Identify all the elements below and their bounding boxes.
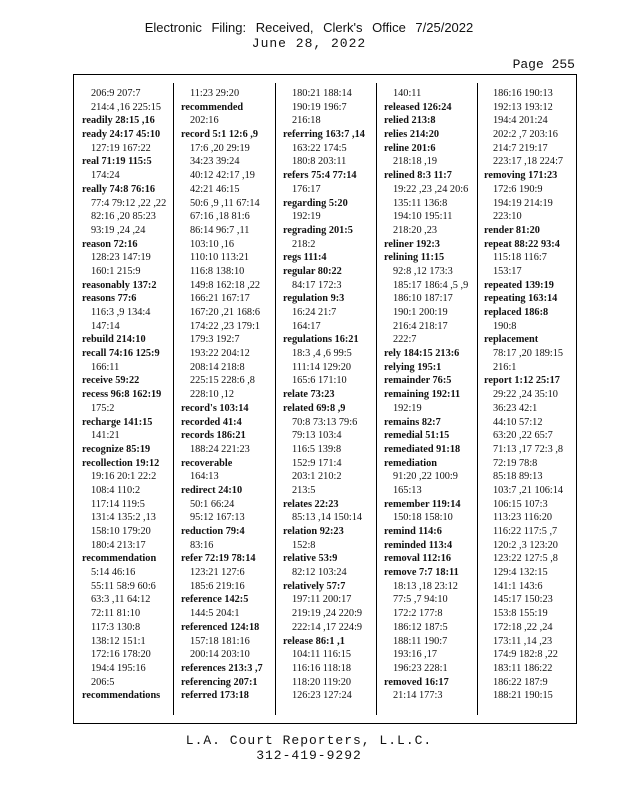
index-page-references: 144:5 204:1 <box>190 608 240 620</box>
index-page-references: 222:14 ,17 224:9 <box>292 621 363 633</box>
index-page-references: 116:5 139:8 <box>292 443 342 455</box>
index-page-references: 179:3 192:7 <box>190 334 240 346</box>
index-headword-entry: relative 53:9 <box>283 553 338 565</box>
index-page-references: 71:13 ,17 72:3 ,8 <box>493 443 564 455</box>
index-page-references: 117:3 130:8 <box>91 621 141 633</box>
index-page-references: 85:18 89:13 <box>493 471 543 483</box>
index-page-references: 223:10 <box>493 211 522 223</box>
index-headword-entry: regarding 5:20 <box>283 197 348 209</box>
index-page-references: 190:8 <box>493 320 517 332</box>
index-headword-entry: referring 163:7 ,14 <box>283 129 365 141</box>
index-page-references: 185:6 219:16 <box>190 580 245 592</box>
index-page-references: 188:24 221:23 <box>190 443 250 455</box>
index-page-references: 145:17 150:23 <box>493 594 553 606</box>
index-headword-entry: related 69:8 ,9 <box>283 402 346 414</box>
index-page-references: 173:11 ,14 ,23 <box>493 635 553 647</box>
index-page-references: 166:11 <box>91 361 120 373</box>
index-page-references: 11:23 29:20 <box>190 88 240 99</box>
index-headword-entry: refer 72:19 78:14 <box>181 553 256 565</box>
index-page-references: 180:8 203:11 <box>292 156 347 168</box>
index-page-references: 5:14 46:16 <box>91 567 136 579</box>
index-headword-entry: reline 201:6 <box>384 142 436 154</box>
index-headword-entry: rebuild 214:10 <box>82 334 146 346</box>
index-page-references: 17:6 ,20 29:19 <box>190 142 250 154</box>
index-headword-entry: reference 142:5 <box>181 594 249 606</box>
index-page-references: 222:7 <box>393 334 417 346</box>
index-page-references: 63:3 ,11 64:12 <box>91 594 151 606</box>
index-page-references: 116:3 ,9 134:4 <box>91 307 151 318</box>
index-headword-entry: rely 184:15 213:6 <box>384 348 460 360</box>
index-headword-entry: repeating 163:14 <box>484 293 558 305</box>
index-headword-entry: ready 24:17 45:10 <box>82 129 161 141</box>
index-page-references: 180:21 188:14 <box>292 88 352 99</box>
index-headword-entry: receive 59:22 <box>82 375 140 387</box>
index-page-references: 50:6 ,9 ,11 67:14 <box>190 197 260 209</box>
index-page-references: 194:19 214:19 <box>493 197 553 209</box>
index-headword-entry: referenced 124:18 <box>181 621 260 633</box>
index-page-references: 111:14 129:20 <box>292 361 352 373</box>
index-headword-entry: removed 16:17 <box>384 676 449 688</box>
page-number: Page 255 <box>512 57 575 72</box>
index-page-references: 213:5 <box>292 484 316 496</box>
index-page-references: 40:12 42:17 ,19 <box>190 170 255 182</box>
index-headword-entry: remainder 76:5 <box>384 375 452 387</box>
index-headword-entry: recognize 85:19 <box>82 443 151 455</box>
index-page-references: 200:14 203:10 <box>190 649 250 661</box>
index-headword-entry: relation 92:23 <box>283 526 344 537</box>
index-page-references: 218:2 <box>292 238 316 250</box>
index-headword-entry: removal 112:16 <box>384 553 452 565</box>
index-page-references: 180:4 213:17 <box>91 539 146 551</box>
index-headword-entry: render 81:20 <box>484 224 540 236</box>
index-page-references: 183:11 186:22 <box>493 662 553 674</box>
index-page-references: 115:18 116:7 <box>493 252 547 264</box>
index-page-references: 150:18 158:10 <box>393 512 453 524</box>
index-headword-entry: referred 173:18 <box>181 690 249 702</box>
index-page-references: 167:20 ,21 168:6 <box>190 307 261 318</box>
index-headword-entry: regular 80:22 <box>283 265 342 277</box>
index-page-references: 77:4 79:12 ,22 ,22 <box>91 197 167 209</box>
index-headword-entry: released 126:24 <box>384 101 452 113</box>
index-page-references: 174:24 <box>91 170 120 182</box>
index-page-references: 216:18 <box>292 115 321 127</box>
index-page-references: 116:8 138:10 <box>190 265 245 277</box>
index-page-references: 158:10 179:20 <box>91 526 151 537</box>
index-column-5 <box>484 87 578 717</box>
index-page-references: 216:1 <box>493 361 517 373</box>
index-column-1 <box>82 87 176 717</box>
index-headword-entry: reduction 79:4 <box>181 526 245 537</box>
index-headword-entry: remove 7:7 18:11 <box>384 567 459 579</box>
index-page-references: 166:21 167:17 <box>190 293 250 305</box>
index-page-references: 165:13 <box>393 484 422 496</box>
index-headword-entry: remains 82:7 <box>384 416 441 428</box>
index-headword-entry: remediated 91:18 <box>384 443 461 455</box>
index-headword-entry: relined 8:3 11:7 <box>384 170 452 182</box>
column-divider <box>275 83 276 715</box>
index-page-references: 228:10 ,12 <box>190 389 235 401</box>
index-headword-entry: replacement <box>484 334 539 346</box>
index-column-3 <box>283 87 377 717</box>
index-page-references: 138:12 151:1 <box>91 635 146 647</box>
index-page-references: 19:22 ,23 ,24 20:6 <box>393 183 469 195</box>
index-headword-entry: report 1:12 25:17 <box>484 375 560 387</box>
index-page-references: 19:16 20:1 22:2 <box>91 471 157 483</box>
index-page-references: 216:4 218:17 <box>393 320 448 332</box>
index-page-references: 77:5 ,7 94:10 <box>393 594 448 606</box>
index-page-references: 85:13 ,14 150:14 <box>292 512 363 524</box>
index-page-references: 34:23 39:24 <box>190 156 240 168</box>
index-page-references: 116:16 118:18 <box>292 662 352 674</box>
index-page-references: 104:11 116:15 <box>292 649 352 661</box>
index-page-references: 188:11 190:7 <box>393 635 448 647</box>
index-headword-entry: relies 214:20 <box>384 129 439 141</box>
index-page-references: 128:23 147:19 <box>91 252 151 264</box>
index-page-references: 126:23 127:24 <box>292 690 352 702</box>
index-page-references: 188:21 190:15 <box>493 690 553 702</box>
index-page-references: 70:8 73:13 79:6 <box>292 416 358 428</box>
index-headword-entry: regulation 9:3 <box>283 293 345 305</box>
index-page-references: 186:22 187:9 <box>493 676 548 688</box>
index-headword-entry: recall 74:16 125:9 <box>82 348 160 360</box>
index-page-references: 223:17 ,18 224:7 <box>493 156 564 168</box>
index-page-references: 152:9 171:4 <box>292 457 342 469</box>
index-headword-entry: record's 103:14 <box>181 402 249 414</box>
index-page-references: 175:2 <box>91 402 115 414</box>
reporter-company: L.A. Court Reporters, L.L.C. <box>185 733 433 748</box>
index-page-references: 120:2 ,3 123:20 <box>493 539 558 551</box>
index-page-references: 78:17 ,20 189:15 <box>493 348 564 360</box>
index-page-references: 214:4 ,16 225:15 <box>91 101 162 113</box>
index-page-references: 194:4 195:16 <box>91 662 146 674</box>
column-divider <box>477 83 478 715</box>
index-page-references: 79:13 103:4 <box>292 430 342 442</box>
index-page-references: 127:19 167:22 <box>91 142 151 154</box>
index-headword-entry: repeat 88:22 93:4 <box>484 238 560 250</box>
document-date: June 28, 2022 <box>251 36 367 51</box>
index-headword-entry: recommended <box>181 101 244 113</box>
index-page-references: 190:19 196:7 <box>292 101 347 113</box>
index-page-references: 116:22 117:5 ,7 <box>493 526 558 537</box>
index-page-references: 149:8 162:18 ,22 <box>190 279 261 291</box>
index-page-references: 18:3 ,4 ,6 99:5 <box>292 348 352 360</box>
index-page-references: 176:17 <box>292 183 321 195</box>
index-page-references: 83:16 <box>190 539 214 551</box>
index-headword-entry: removing 171:23 <box>484 170 558 182</box>
index-page-references: 192:13 193:12 <box>493 101 553 113</box>
index-headword-entry: readily 28:15 ,16 <box>82 115 155 127</box>
index-page-references: 113:23 116:20 <box>493 512 553 524</box>
index-page-references: 93:19 ,24 ,24 <box>91 224 146 236</box>
index-page-references: 164:17 <box>292 320 321 332</box>
index-page-references: 84:17 172:3 <box>292 279 342 291</box>
index-frame <box>73 74 577 724</box>
index-page-references: 157:18 181:16 <box>190 635 250 647</box>
index-page-references: 185:17 186:4 ,5 ,9 <box>393 279 469 291</box>
index-page-references: 186:10 187:17 <box>393 293 453 305</box>
index-page-references: 194:4 201:24 <box>493 115 548 127</box>
index-headword-entry: reasons 77:6 <box>82 293 137 305</box>
index-page-references: 95:12 167:13 <box>190 512 245 524</box>
index-headword-entry: remember 119:14 <box>384 498 461 510</box>
index-page-references: 165:6 171:10 <box>292 375 347 387</box>
index-page-references: 117:14 119:5 <box>91 498 145 510</box>
index-page-references: 172:2 177:8 <box>393 608 443 620</box>
index-page-references: 147:14 <box>91 320 120 332</box>
index-page-references: 160:1 215:9 <box>91 265 141 277</box>
index-headword-entry: relate 73:23 <box>283 389 335 401</box>
index-headword-entry: really 74:8 76:16 <box>82 183 156 195</box>
index-page-references: 131:4 135:2 ,13 <box>91 512 156 524</box>
index-page-references: 82:12 103:24 <box>292 567 347 579</box>
index-headword-entry: repeated 139:19 <box>484 279 554 291</box>
reporter-phone: 312-419-9292 <box>256 748 362 763</box>
index-page-references: 42:21 46:15 <box>190 183 240 195</box>
index-page-references: 172:16 178:20 <box>91 649 151 661</box>
index-page-references: 202:2 ,7 203:16 <box>493 129 558 141</box>
index-page-references: 135:11 136:8 <box>393 197 448 209</box>
index-headword-entry: remediation <box>384 457 438 469</box>
index-page-references: 164:13 <box>190 471 219 483</box>
index-headword-entry: reliner 192:3 <box>384 238 440 250</box>
index-page-references: 197:11 200:17 <box>292 594 352 606</box>
index-page-references: 123:21 127:6 <box>190 567 245 579</box>
index-page-references: 186:12 187:5 <box>393 621 448 633</box>
index-page-references: 219:19 ,24 220:9 <box>292 608 363 620</box>
index-page-references: 192:19 <box>292 211 321 223</box>
index-page-references: 29:22 ,24 35:10 <box>493 389 558 401</box>
index-page-references: 91:20 ,22 100:9 <box>393 471 458 483</box>
index-page-references: 163:22 174:5 <box>292 142 347 154</box>
index-page-references: 18:13 ,18 23:12 <box>393 580 458 592</box>
index-page-references: 206:9 207:7 <box>91 88 141 99</box>
index-headword-entry: remedial 51:15 <box>384 430 450 442</box>
index-headword-entry: recommendation <box>82 553 157 565</box>
index-page-references: 108:4 110:2 <box>91 484 141 496</box>
index-headword-entry: records 186:21 <box>181 430 246 442</box>
index-headword-entry: relied 213:8 <box>384 115 436 127</box>
column-divider <box>376 83 377 715</box>
index-page-references: 63:20 ,22 65:7 <box>493 430 553 442</box>
index-page-references: 103:10 ,16 <box>190 238 235 250</box>
index-page-references: 174:22 ,23 179:1 <box>190 320 261 332</box>
index-column-2 <box>181 87 275 717</box>
index-headword-entry: references 213:3 ,7 <box>181 662 263 674</box>
index-headword-entry: redirect 24:10 <box>181 484 243 496</box>
index-page-references: 152:8 <box>292 539 316 551</box>
index-page-references: 110:10 113:21 <box>190 252 250 264</box>
index-page-references: 193:16 ,17 <box>393 649 438 661</box>
filing-stamp: Electronic Filing: Received, Clerk's Office 7/25/2022 <box>144 20 474 35</box>
index-page-references: 202:16 <box>190 115 219 127</box>
index-page-references: 193:22 204:12 <box>190 348 250 360</box>
index-headword-entry: reasonably 137:2 <box>82 279 157 291</box>
index-page-references: 203:1 210:2 <box>292 471 342 483</box>
index-page-references: 129:4 132:15 <box>493 567 548 579</box>
index-headword-entry: regrading 201:5 <box>283 224 353 236</box>
index-page-references: 86:14 96:7 ,11 <box>190 224 250 236</box>
index-column-4 <box>384 87 478 717</box>
index-headword-entry: relatively 57:7 <box>283 580 346 592</box>
index-headword-entry: reminded 113:4 <box>384 539 453 551</box>
index-page-references: 21:14 177:3 <box>393 690 443 702</box>
index-page-references: 50:1 66:24 <box>190 498 235 510</box>
index-headword-entry: recollection 19:12 <box>82 457 160 469</box>
index-page-references: 208:14 218:8 <box>190 361 245 373</box>
index-headword-entry: remind 114:6 <box>384 526 442 537</box>
index-headword-entry: release 86:1 ,1 <box>283 635 345 647</box>
index-headword-entry: recoverable <box>181 457 233 469</box>
index-page-references: 206:5 <box>91 676 115 688</box>
index-headword-entry: recess 96:8 162:19 <box>82 389 162 401</box>
index-headword-entry: record 5:1 12:6 ,9 <box>181 129 259 141</box>
index-headword-entry: relates 22:23 <box>283 498 339 510</box>
index-page-references: 190:1 200:19 <box>393 307 448 318</box>
index-page-references: 72:11 81:10 <box>91 608 141 620</box>
index-headword-entry: real 71:19 115:5 <box>82 156 152 168</box>
index-headword-entry: replaced 186:8 <box>484 307 549 318</box>
index-page-references: 141:21 <box>91 430 120 442</box>
index-page-references: 153:8 155:19 <box>493 608 548 620</box>
index-page-references: 218:18 ,19 <box>393 156 438 168</box>
index-headword-entry: regulations 16:21 <box>283 334 359 346</box>
index-page-references: 55:11 58:9 60:6 <box>91 580 156 592</box>
index-headword-entry: refers 75:4 77:14 <box>283 170 357 182</box>
index-page-references: 92:8 ,12 173:3 <box>393 265 453 277</box>
index-page-references: 118:20 119:20 <box>292 676 352 688</box>
index-page-references: 67:16 ,18 81:6 <box>190 211 250 223</box>
index-page-references: 106:15 107:3 <box>493 498 548 510</box>
index-headword-entry: relining 11:15 <box>384 252 445 264</box>
index-page-references: 196:23 228:1 <box>393 662 448 674</box>
index-page-references: 123:22 127:5 ,8 <box>493 553 558 565</box>
index-page-references: 172:18 ,22 ,24 <box>493 621 553 633</box>
index-page-references: 16:24 21:7 <box>292 307 337 318</box>
index-page-references: 140:11 <box>393 88 422 99</box>
index-page-references: 141:1 143:6 <box>493 580 543 592</box>
index-headword-entry: relying 195:1 <box>384 361 442 373</box>
index-page-references: 36:23 42:1 <box>493 402 538 414</box>
index-page-references: 214:7 219:17 <box>493 142 548 154</box>
index-page-references: 153:17 <box>493 265 522 277</box>
index-page-references: 225:15 228:6 ,8 <box>190 375 255 387</box>
index-page-references: 192:19 <box>393 402 422 414</box>
index-headword-entry: remaining 192:11 <box>384 389 461 401</box>
column-divider <box>173 83 174 715</box>
index-headword-entry: regs 111:4 <box>283 252 327 264</box>
index-headword-entry: recommendations <box>82 690 161 702</box>
index-headword-entry: referencing 207:1 <box>181 676 258 688</box>
index-headword-entry: reason 72:16 <box>82 238 138 250</box>
index-page-references: 72:19 78:8 <box>493 457 538 469</box>
index-page-references: 44:10 57:12 <box>493 416 543 428</box>
index-page-references: 218:20 ,23 <box>393 224 438 236</box>
index-page-references: 194:10 195:11 <box>393 211 453 223</box>
index-page-references: 174:9 182:8 ,22 <box>493 649 558 661</box>
index-page-references: 82:16 ,20 85:23 <box>91 211 156 223</box>
index-page-references: 186:16 190:13 <box>493 88 553 99</box>
index-page-references: 172:6 190:9 <box>493 183 543 195</box>
index-headword-entry: recharge 141:15 <box>82 416 153 428</box>
index-page-references: 103:7 ,21 106:14 <box>493 484 564 496</box>
index-headword-entry: recorded 41:4 <box>181 416 242 428</box>
